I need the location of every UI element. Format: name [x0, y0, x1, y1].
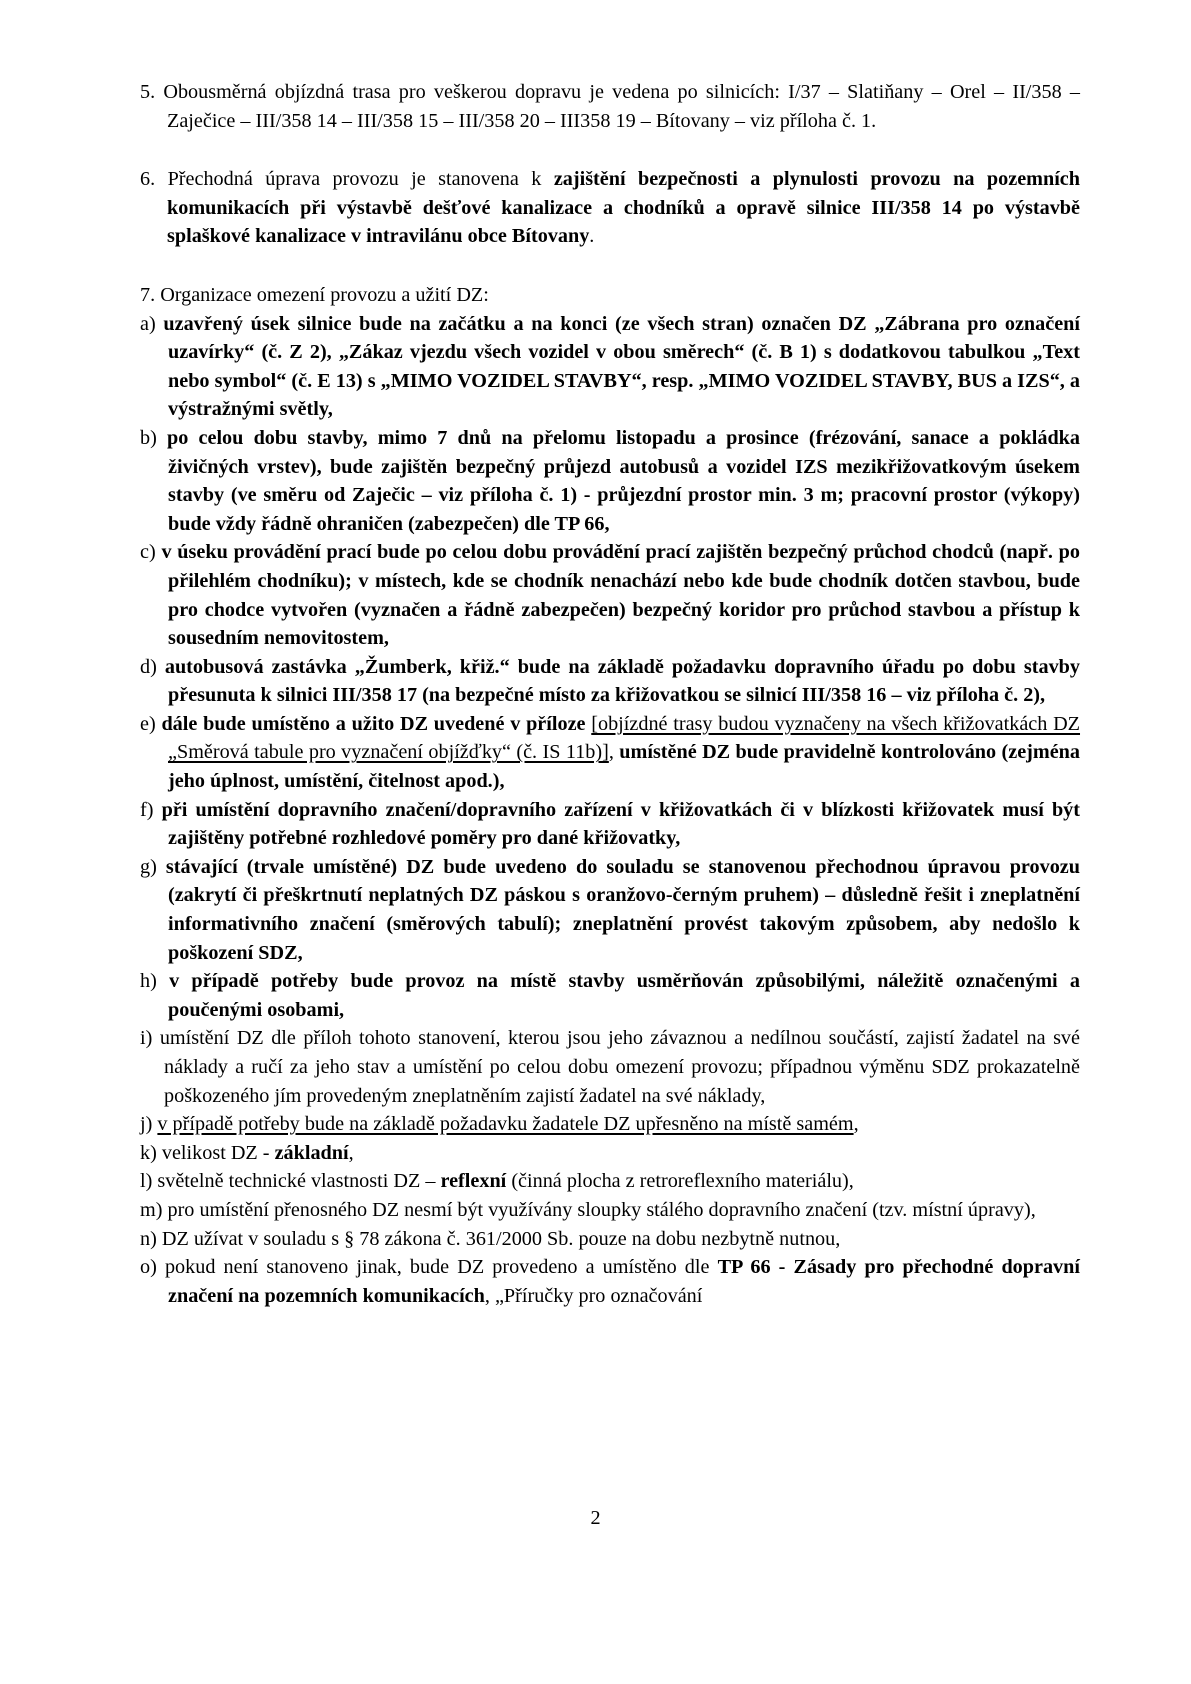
- list-letter: g): [140, 855, 166, 878]
- list-bold-text: v případě potřeby bude provoz na místě stavby usměrňován způsobilými, náležitě označenými a poučenými osobami,: [168, 970, 1080, 1021]
- list-bold-text: uzavřený úsek silnice bude na začátku a na konci (ze všech stran) označen DZ „Zábrana pro označení uzavírky“ (č. Z 2), „Zákaz vjezdu všech vozidel v obou směrech“ (č. B 1) s dodatkovou tabulkou „Text nebo symbol“ (č. E 13) s „MIMO VOZIDEL STAVBY“, resp. „MIMO VOZIDEL STAVBY, BUS a IZS“, a výstražnými světly,: [163, 312, 1080, 421]
- list-bold-text: umístěné DZ bude pravidelně kontrolováno (zejména jeho úplnost, umístění, čitelnost apod.),: [168, 741, 1080, 793]
- list-underlined-text: v případě potřeby bude na základě požadavku žadatele DZ upřesněno na místě samém: [157, 1113, 854, 1136]
- list-bold-text: TP 66 - Zásady pro přechodné dopravní značení na pozemních komunikacích: [168, 1256, 1080, 1307]
- list-letter: e): [140, 712, 162, 735]
- list-bold-text: stávající (trvale umístěné) DZ bude uvedeno do souladu se stanovenou přechodnou úpravou provozu (zakrytí či přeškrtnutí neplatných DZ páskou s oranžovo-černým pruhem) – důsledně řešit i zneplatnění informativního značení (směrových tabulí); zneplatnění provést takovým způsobem, aby nedošlo k poškození SDZ,: [165, 855, 1080, 964]
- paragraph-number: 7.: [140, 283, 156, 306]
- list-text: ,: [608, 741, 620, 764]
- list-text: světelně technické vlastnosti DZ –: [157, 1170, 441, 1193]
- paragraph-5: [140, 78, 1080, 135]
- list-item-b: [140, 424, 1080, 538]
- list-letter: d): [140, 655, 165, 678]
- list-item-a: [140, 310, 1080, 424]
- list-text: ,: [853, 1113, 859, 1136]
- paragraph-6: [140, 165, 1080, 251]
- paragraph-bold-text: zajištění bezpečnosti a plynulosti provozu na pozemních komunikacích při výstavbě dešťové kanalizace a chodníků a opravě silnice III/358 14 po výstavbě splaškové kanalizace v intravilánu obce Bítovany: [167, 168, 1080, 248]
- list-bold-text: v úseku provádění prací bude po celou dobu provádění prací zajištěn bezpečný průchod chodců (např. po přilehlém chodníku); v místech, kde se chodník nenachází nebo kde bude chodník dotčen stavbou, bude pro chodce vytvořen (vyznačen a řádně zabezpečen) bezpečný koridor pro průchod stavbou a přístup k sousedním nemovitostem,: [161, 541, 1081, 650]
- list-text: pro umístění přenosného DZ nesmí být využívány sloupky stálého dopravního značení (tzv. místní úpravy),: [167, 1198, 1036, 1221]
- list-letter: h): [140, 970, 170, 993]
- page-number: 2: [590, 1507, 601, 1529]
- list-item-n: [140, 1225, 1080, 1254]
- list-item-o: [140, 1253, 1080, 1310]
- paragraph-text: .: [589, 225, 595, 248]
- list-bold-text: základní: [274, 1141, 349, 1164]
- list-letter: a): [140, 312, 164, 335]
- list-text: pokud není stanoveno jinak, bude DZ provedeno a umístěno dle: [164, 1256, 718, 1279]
- list-underlined-text: [objízdné trasy budou vyznačeny na všech křižovatkách DZ „Směrová tabule pro vyznačení objížďky“ (č. IS 11b)]: [168, 712, 1081, 764]
- list-letter: n): [140, 1227, 162, 1250]
- list-text: umístění DZ dle příloh tohoto stanovení, kterou jsou jeho závaznou a nedílnou součástí, zajistí žadatel na své náklady a ručí za jeho stav a umístění po celou dobu omezení provozu; případnou výměnu SDZ prokazatelně poškozeného jím provedeným zneplatněním zajistí žadatel na své náklady,: [159, 1027, 1080, 1107]
- list-item-j: [140, 1110, 1080, 1139]
- list-letter: b): [140, 426, 168, 449]
- list-text: velikost DZ -: [161, 1141, 275, 1164]
- list-item-k: [140, 1139, 1080, 1168]
- paragraph-number: 6.: [140, 168, 156, 191]
- list-item-g: [140, 853, 1080, 967]
- paragraph-number: 5.: [140, 81, 156, 103]
- list-item-e: [140, 710, 1080, 796]
- list-letter: c): [140, 541, 162, 564]
- paragraph-text: Obousměrná objízdná trasa pro veškerou dopravu je vedena po silnicích: I/37 – Slatiňany – Orel – II/358 – Zaječice – III/358 14 – III/358 15 – III/358 20 – III358 19 – Bítovany – viz příloha č. 1.: [163, 81, 1080, 132]
- list-letter: j): [140, 1113, 158, 1136]
- paragraph-7-heading: [140, 281, 1080, 310]
- list-item-c: [140, 538, 1080, 652]
- list-text: DZ užívat v souladu s § 78 zákona č. 361/2000 Sb. pouze na dobu nezbytně nutnou,: [161, 1227, 841, 1250]
- list-item-m: [140, 1196, 1080, 1225]
- list-letter: l): [140, 1170, 158, 1193]
- list-bold-text: reflexní: [440, 1170, 507, 1193]
- list-text: (činná plocha z retroreflexního materiálu),: [506, 1170, 854, 1193]
- list-letter: i): [140, 1027, 160, 1050]
- document-body: [140, 78, 1080, 1310]
- list-text: ,: [348, 1141, 354, 1164]
- list-item-i: [140, 1024, 1080, 1110]
- list-letter: o): [140, 1256, 165, 1279]
- list-item-f: [140, 796, 1080, 853]
- list-bold-text: při umístění dopravního značení/dopravního zařízení v křižovatkách či v blízkosti křižovatek musí být zajištěny potřebné rozhledové poměry pro dané křižovatky,: [161, 798, 1081, 850]
- list-bold-text: dále bude umístěno a užito DZ uvedené v příloze: [161, 712, 586, 735]
- list-letter: m): [140, 1198, 168, 1221]
- list-letter: k): [140, 1141, 162, 1164]
- list-bold-text: po celou dobu stavby, mimo 7 dnů na přelomu listopadu a prosince (frézování, sanace a pokládka živičných vrstev), bude zajištěn bezpečný průjezd autobusů a vozidel IZS mezikřižovatkovým úsekem stavby (ve směru od Zaječic – viz příloha č. 1) - průjezdní prostor min. 3 m; pracovní prostor (výkopy) bude vždy řádně ohraničen (zabezpečen) dle TP 66,: [167, 426, 1080, 535]
- list-item-l: [140, 1167, 1080, 1196]
- list-item-h: [140, 967, 1080, 1024]
- section-title: Organizace omezení provozu a užití DZ:: [155, 283, 489, 306]
- paragraph-text: Přechodná úprava provozu je stanovena k: [167, 168, 554, 191]
- list-item-d: [140, 653, 1080, 710]
- list-text: , „Příručky pro označování: [484, 1284, 703, 1307]
- list-letter: f): [140, 798, 162, 821]
- list-bold-text: autobusová zastávka „Žumberk, křiž.“ bude na základě požadavku dopravního úřadu po dobu stavby přesunuta k silnici III/358 17 (na bezpečné místo za křižovatkou se silnicí III/358 16 – viz příloha č. 2),: [164, 655, 1080, 707]
